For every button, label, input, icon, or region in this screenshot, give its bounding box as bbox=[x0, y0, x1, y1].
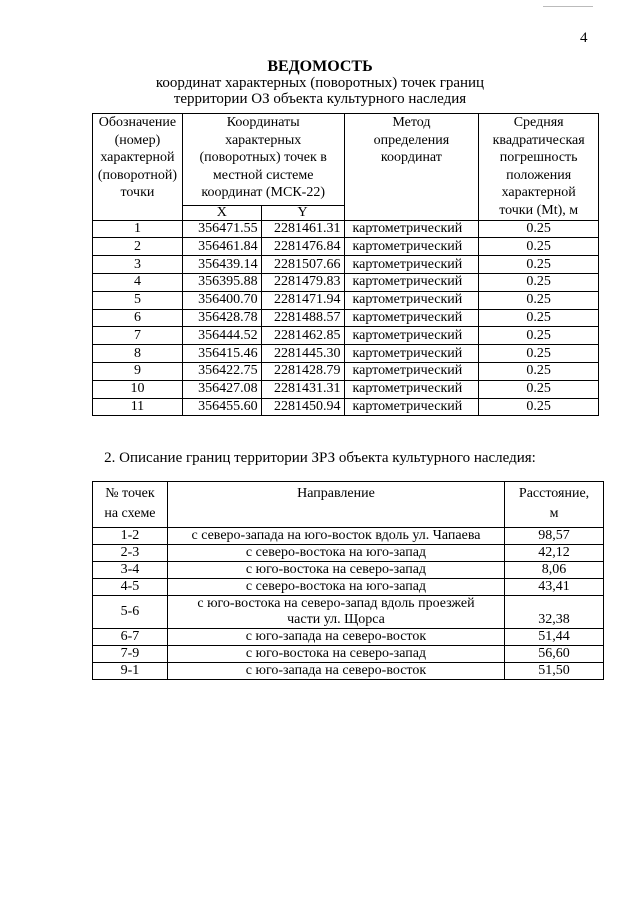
direction-line: с северо-запада на юго-восток вдоль ул. Чапаева bbox=[191, 528, 481, 543]
table-row bbox=[93, 327, 599, 345]
method-cell: картометрический bbox=[344, 327, 479, 345]
point-number-cell: 2 bbox=[93, 238, 183, 256]
direction-cell bbox=[167, 629, 504, 646]
x-coordinate-cell: 356439.14 bbox=[182, 256, 261, 274]
header-point-id: Обозначение (номер) характерной (поворотной) точки bbox=[93, 114, 183, 221]
error-cell: 0.25 bbox=[479, 238, 599, 256]
table-row bbox=[93, 398, 599, 416]
segment-points-cell: 4-5 bbox=[93, 579, 168, 596]
distance-cell: 42,12 bbox=[505, 545, 604, 562]
error-cell: 0.25 bbox=[479, 398, 599, 416]
table-row bbox=[93, 629, 604, 646]
table-row bbox=[93, 238, 599, 256]
direction-line: с северо-востока на юго-запад bbox=[245, 545, 427, 560]
x-coordinate-cell: 356427.08 bbox=[182, 380, 261, 398]
segment-points-cell: 3-4 bbox=[93, 562, 168, 579]
table-row bbox=[93, 646, 604, 663]
header-y: Y bbox=[261, 205, 344, 220]
x-coordinate-cell: 356422.75 bbox=[182, 362, 261, 380]
table-row bbox=[93, 345, 599, 363]
table-row bbox=[93, 380, 599, 398]
table-row bbox=[93, 528, 604, 545]
method-cell: картометрический bbox=[344, 398, 479, 416]
table-row bbox=[93, 273, 599, 291]
y-coordinate-cell: 2281428.79 bbox=[261, 362, 344, 380]
segment-points-cell: 9-1 bbox=[93, 663, 168, 680]
table-row bbox=[93, 220, 599, 238]
x-coordinate-cell: 356455.60 bbox=[182, 398, 261, 416]
point-number-cell: 6 bbox=[93, 309, 183, 327]
boundary-description-table bbox=[92, 481, 604, 680]
direction-line: с юго-запада на северо-восток bbox=[245, 629, 427, 644]
y-coordinate-cell: 2281461.31 bbox=[261, 220, 344, 238]
method-cell: картометрический bbox=[344, 380, 479, 398]
method-cell: картометрический bbox=[344, 362, 479, 380]
y-coordinate-cell: 2281450.94 bbox=[261, 398, 344, 416]
y-coordinate-cell: 2281507.66 bbox=[261, 256, 344, 274]
x-coordinate-cell: 356428.78 bbox=[182, 309, 261, 327]
y-coordinate-cell: 2281471.94 bbox=[261, 291, 344, 309]
coordinates-table bbox=[92, 113, 599, 416]
table-row bbox=[93, 596, 604, 629]
distance-cell: 32,38 bbox=[505, 596, 604, 629]
scan-mark bbox=[543, 6, 593, 9]
x-coordinate-cell: 356415.46 bbox=[182, 345, 261, 363]
y-coordinate-cell: 2281479.83 bbox=[261, 273, 344, 291]
method-cell: картометрический bbox=[344, 273, 479, 291]
document-title: ВЕДОМОСТЬ bbox=[267, 58, 373, 75]
y-coordinate-cell: 2281445.30 bbox=[261, 345, 344, 363]
x-coordinate-cell: 356400.70 bbox=[182, 291, 261, 309]
direction-cell bbox=[167, 528, 504, 545]
header-points: № точек на схеме bbox=[93, 482, 168, 528]
direction-cell bbox=[167, 562, 504, 579]
x-coordinate-cell: 356471.55 bbox=[182, 220, 261, 238]
x-coordinate-cell: 356395.88 bbox=[182, 273, 261, 291]
header-error: Средняя квадратическая погрешность положения характерной точки (Mt), м bbox=[479, 114, 599, 221]
error-cell: 0.25 bbox=[479, 327, 599, 345]
table-row bbox=[93, 362, 599, 380]
title-line-2: координат характерных (поворотных) точек границ bbox=[155, 75, 485, 91]
table-row bbox=[93, 579, 604, 596]
error-cell: 0.25 bbox=[479, 220, 599, 238]
direction-cell bbox=[167, 545, 504, 562]
segment-points-cell: 7-9 bbox=[93, 646, 168, 663]
segment-points-cell: 6-7 bbox=[93, 629, 168, 646]
point-number-cell: 11 bbox=[93, 398, 183, 416]
distance-cell: 51,50 bbox=[505, 663, 604, 680]
y-coordinate-cell: 2281462.85 bbox=[261, 327, 344, 345]
error-cell: 0.25 bbox=[479, 345, 599, 363]
error-cell: 0.25 bbox=[479, 362, 599, 380]
direction-cell bbox=[167, 663, 504, 680]
distance-cell: 51,44 bbox=[505, 629, 604, 646]
point-number-cell: 9 bbox=[93, 362, 183, 380]
direction-cell bbox=[167, 596, 504, 629]
title-line-3: территории ОЗ объекта культурного наследия bbox=[173, 91, 467, 107]
method-cell: картометрический bbox=[344, 309, 479, 327]
direction-line: с юго-востока на северо-запад bbox=[245, 562, 427, 577]
segment-points-cell: 1-2 bbox=[93, 528, 168, 545]
point-number-cell: 10 bbox=[93, 380, 183, 398]
distance-cell: 56,60 bbox=[505, 646, 604, 663]
direction-cell bbox=[167, 579, 504, 596]
table-row bbox=[93, 291, 599, 309]
table-row bbox=[93, 309, 599, 327]
distance-cell: 43,41 bbox=[505, 579, 604, 596]
segment-points-cell: 2-3 bbox=[93, 545, 168, 562]
direction-line: части ул. Щорса bbox=[287, 612, 385, 627]
x-coordinate-cell: 356444.52 bbox=[182, 327, 261, 345]
error-cell: 0.25 bbox=[479, 309, 599, 327]
point-number-cell: 3 bbox=[93, 256, 183, 274]
method-cell: картометрический bbox=[344, 256, 479, 274]
table-row bbox=[93, 562, 604, 579]
x-coordinate-cell: 356461.84 bbox=[182, 238, 261, 256]
header-distance: Расстояние, м bbox=[505, 482, 604, 528]
table-row bbox=[93, 663, 604, 680]
segment-points-cell: 5-6 bbox=[93, 596, 168, 629]
direction-cell bbox=[167, 646, 504, 663]
error-cell: 0.25 bbox=[479, 380, 599, 398]
point-number-cell: 4 bbox=[93, 273, 183, 291]
direction-line: с юго-запада на северо-восток bbox=[245, 663, 427, 678]
header-x: X bbox=[182, 205, 261, 220]
direction-line: с юго-востока на северо-запад вдоль проезжей bbox=[197, 596, 475, 611]
point-number-cell: 1 bbox=[93, 220, 183, 238]
distance-cell: 8,06 bbox=[505, 562, 604, 579]
header-coordinates: Координаты характерных (поворотных) точек в местной системе координат (МСК-22) bbox=[182, 114, 344, 206]
method-cell: картометрический bbox=[344, 345, 479, 363]
y-coordinate-cell: 2281431.31 bbox=[261, 380, 344, 398]
distance-cell: 98,57 bbox=[505, 528, 604, 545]
point-number-cell: 5 bbox=[93, 291, 183, 309]
y-coordinate-cell: 2281476.84 bbox=[261, 238, 344, 256]
table-row bbox=[93, 256, 599, 274]
y-coordinate-cell: 2281488.57 bbox=[261, 309, 344, 327]
direction-line: с юго-востока на северо-запад bbox=[245, 646, 427, 661]
header-direction: Направление bbox=[167, 482, 504, 528]
point-number-cell: 8 bbox=[93, 345, 183, 363]
section-2-title: 2. Описание границ территории ЗРЗ объекта культурного наследия: bbox=[104, 450, 536, 466]
point-number-cell: 7 bbox=[93, 327, 183, 345]
page-number: 4 bbox=[580, 30, 588, 46]
error-cell: 0.25 bbox=[479, 273, 599, 291]
error-cell: 0.25 bbox=[479, 291, 599, 309]
direction-line: с северо-востока на юго-запад bbox=[245, 579, 427, 594]
header-method: Метод определения координат bbox=[344, 114, 479, 221]
method-cell: картометрический bbox=[344, 220, 479, 238]
table-row bbox=[93, 545, 604, 562]
method-cell: картометрический bbox=[344, 291, 479, 309]
method-cell: картометрический bbox=[344, 238, 479, 256]
error-cell: 0.25 bbox=[479, 256, 599, 274]
title-block bbox=[0, 58, 640, 107]
